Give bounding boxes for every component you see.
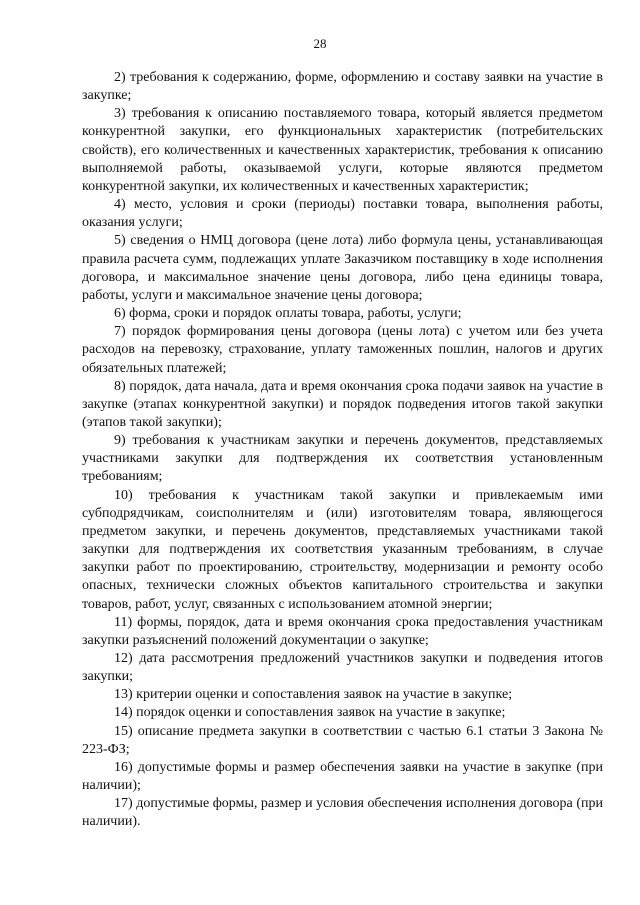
list-item-9: 9) требования к участникам закупки и перечень документов, представляемых участниками закупки для подтверждения их соответствия установленным требованиям; xyxy=(82,433,603,485)
list-item-16: 16) допустимые формы и размер обеспечения заявки на участие в закупке (при наличии); xyxy=(82,759,603,794)
list-item-10: 10) требования к участникам такой закупки и привлекаемым ими субподрядчикам, соисполнителям и (или) изготовителям товара, являющегося предметом закупки, и перечень документов, представляемых участниками такой закупки для подтверждения их соответствия указанным требованиям, в случае закупки работ по проектированию, строительству, модернизации и ремонту особо опасных, технически сложных объектов капитального строительства и закупки товаров, работ, услуг, связанных с использованием атомной энергии; xyxy=(82,487,603,612)
list-item-13: 13) критерии оценки и сопоставления заявок на участие в закупке; xyxy=(114,687,513,703)
list-item-3: 3) требования к описанию поставляемого товара, который является предметом конкурентной закупки, его функциональных характеристик (потребительских свойств), его количественных и качественных характеристик, требования к описанию выполняемой работы, оказываемой услуги, которые являются предметом конкурентной закупки, их количественных и качественных характеристик; xyxy=(82,106,603,194)
document-body xyxy=(82,69,603,832)
list-item-11: 11) формы, порядок, дата и время окончания срока предоставления участникам закупки разъяснений положений документации о закупке; xyxy=(82,614,603,648)
list-item-7: 7) порядок формирования цены договора (цены лота) с учетом или без учета расходов на перевозку, страхование, уплату таможенных пошлин, налогов и других обязательных платежей; xyxy=(82,324,603,376)
list-item-15: 15) описание предмета закупки в соответствии с частью 6.1 статьи 3 Закона № 223-ФЗ; xyxy=(82,723,603,757)
list-item-17: 17) допустимые формы, размер и условия обеспечения исполнения договора (при наличии). xyxy=(82,796,603,830)
list-item-12: 12) дата рассмотрения предложений участников закупки и подведения итогов закупки; xyxy=(82,651,603,685)
list-item-14: 14) порядок оценки и сопоставления заявок на участие в закупке; xyxy=(114,705,506,721)
list-item-8: 8) порядок, дата начала, дата и время окончания срока подачи заявок на участие в закупке (этапах конкурентной закупки) и порядок подведения итогов такой закупки (этапов такой закупки); xyxy=(82,378,603,430)
list-item-2: 2) требования к содержанию, форме, оформлению и составу заявки на участие в закупке; xyxy=(82,70,603,104)
list-item-6: 6) форма, сроки и порядок оплаты товара, работы, услуги; xyxy=(114,306,462,322)
list-item-5: 5) сведения о НМЦ договора (цене лота) либо формула цены, устанавливающая правила расчета сумм, подлежащих уплате Заказчиком поставщику в ходе исполнения договора, и максимальное значение цены договора, либо цена единицы товара, работы, услуги и максимальное значение цены договора; xyxy=(82,233,603,303)
page-number: 28 xyxy=(313,36,327,51)
list-item-4: 4) место, условия и сроки (периоды) поставки товара, выполнения работы, оказания услуги; xyxy=(82,197,603,231)
